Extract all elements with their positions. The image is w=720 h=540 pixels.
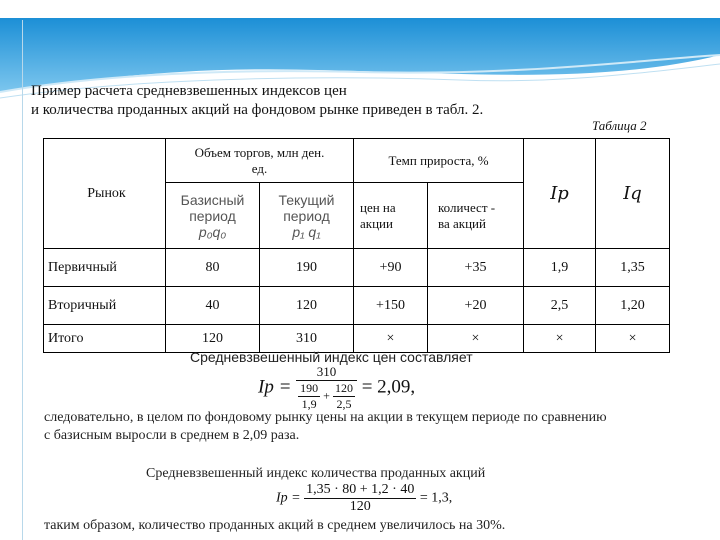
sub-b-den: 2,5 bbox=[336, 397, 352, 411]
sub-fraction-a bbox=[298, 381, 320, 412]
row-price: × bbox=[354, 325, 428, 353]
formula2-result: = 1,3, bbox=[419, 490, 453, 506]
base-period-label: Базисный период bbox=[180, 191, 245, 224]
row-iq: 1,35 bbox=[596, 249, 670, 287]
row-market: Вторичный bbox=[44, 287, 166, 325]
conclusion-line-1: следовательно, в целом по фондовому рынку цены на акции в текущем периоде по сравнению bbox=[44, 410, 607, 425]
base-period-header bbox=[166, 183, 260, 249]
formula-fraction bbox=[296, 364, 357, 412]
market-header: Рынок bbox=[44, 139, 166, 249]
intro-line-2: и количества проданных акций на фондовом рынке приведен в табл. 2. bbox=[31, 102, 484, 118]
sub-a-den: 1,9 bbox=[301, 397, 317, 411]
qty-growth-header: количест - ва акций bbox=[428, 183, 524, 249]
price-index-formula bbox=[258, 364, 415, 412]
formula2-numerator: 1,35 · 80 + 1,2 · 40 bbox=[306, 482, 415, 497]
conclusion-line-2: с базисным выросли в среднем в 2,09 раза. bbox=[44, 428, 300, 443]
base-period-symbol: p₀q₀ bbox=[198, 223, 227, 240]
formula2-lhs: Ip = bbox=[276, 490, 301, 506]
qty-index-formula bbox=[276, 482, 452, 515]
sub-a-num: 190 bbox=[300, 381, 319, 395]
volume-header: Объем торгов, млн ден. ед. bbox=[166, 139, 354, 183]
price-index-intro: Средневзвешенный индекс цен составляет bbox=[190, 349, 473, 365]
current-period-header bbox=[260, 183, 354, 249]
market-table bbox=[43, 138, 670, 353]
sub-plus: + bbox=[323, 388, 330, 403]
row-current: 310 bbox=[260, 325, 354, 353]
current-period-label: Текущий период bbox=[278, 191, 335, 224]
qty-conclusion: таким образом, количество проданных акций в среднем увеличилось на 30%. bbox=[44, 518, 506, 533]
intro-text bbox=[31, 82, 483, 120]
table-caption: Таблица 2 bbox=[592, 118, 647, 133]
row-base: 40 bbox=[166, 287, 260, 325]
price-growth-header: цен на акции bbox=[354, 183, 428, 249]
row-qty: × bbox=[428, 325, 524, 353]
formula-numerator: 310 bbox=[296, 364, 357, 381]
formula-result: = 2,09, bbox=[361, 376, 416, 398]
row-ip: 1,9 bbox=[524, 249, 596, 287]
row-qty: +35 bbox=[428, 249, 524, 287]
left-guide-line bbox=[22, 20, 23, 540]
intro-line-1: Пример расчета средневзвешенных индексов цен bbox=[31, 83, 347, 99]
sub-fraction-b bbox=[333, 381, 355, 412]
formula-lhs: Ip = bbox=[258, 376, 292, 398]
iq-header: Iq bbox=[596, 139, 670, 249]
row-iq: 1,20 bbox=[596, 287, 670, 325]
row-market: Первичный bbox=[44, 249, 166, 287]
row-current: 190 bbox=[260, 249, 354, 287]
row-market: Итого bbox=[44, 325, 166, 353]
row-base: 80 bbox=[166, 249, 260, 287]
formula2-fraction bbox=[304, 482, 416, 515]
sub-b-num: 120 bbox=[334, 381, 353, 395]
current-period-symbol: p₁ q₁ bbox=[292, 223, 321, 240]
ip-header: Ip bbox=[524, 139, 596, 249]
qty-index-intro: Средневзвешенный индекс количества проданных акций bbox=[146, 466, 486, 481]
table-row bbox=[44, 287, 670, 325]
row-qty: +20 bbox=[428, 287, 524, 325]
formula2-denominator: 120 bbox=[349, 499, 371, 514]
row-current: 120 bbox=[260, 287, 354, 325]
row-ip: × bbox=[524, 325, 596, 353]
formula-denominator bbox=[296, 381, 357, 412]
row-iq: × bbox=[596, 325, 670, 353]
row-ip: 2,5 bbox=[524, 287, 596, 325]
row-base: 120 bbox=[166, 325, 260, 353]
table-row bbox=[44, 249, 670, 287]
row-price: +90 bbox=[354, 249, 428, 287]
row-price: +150 bbox=[354, 287, 428, 325]
growth-header: Темп прироста, % bbox=[354, 139, 524, 183]
